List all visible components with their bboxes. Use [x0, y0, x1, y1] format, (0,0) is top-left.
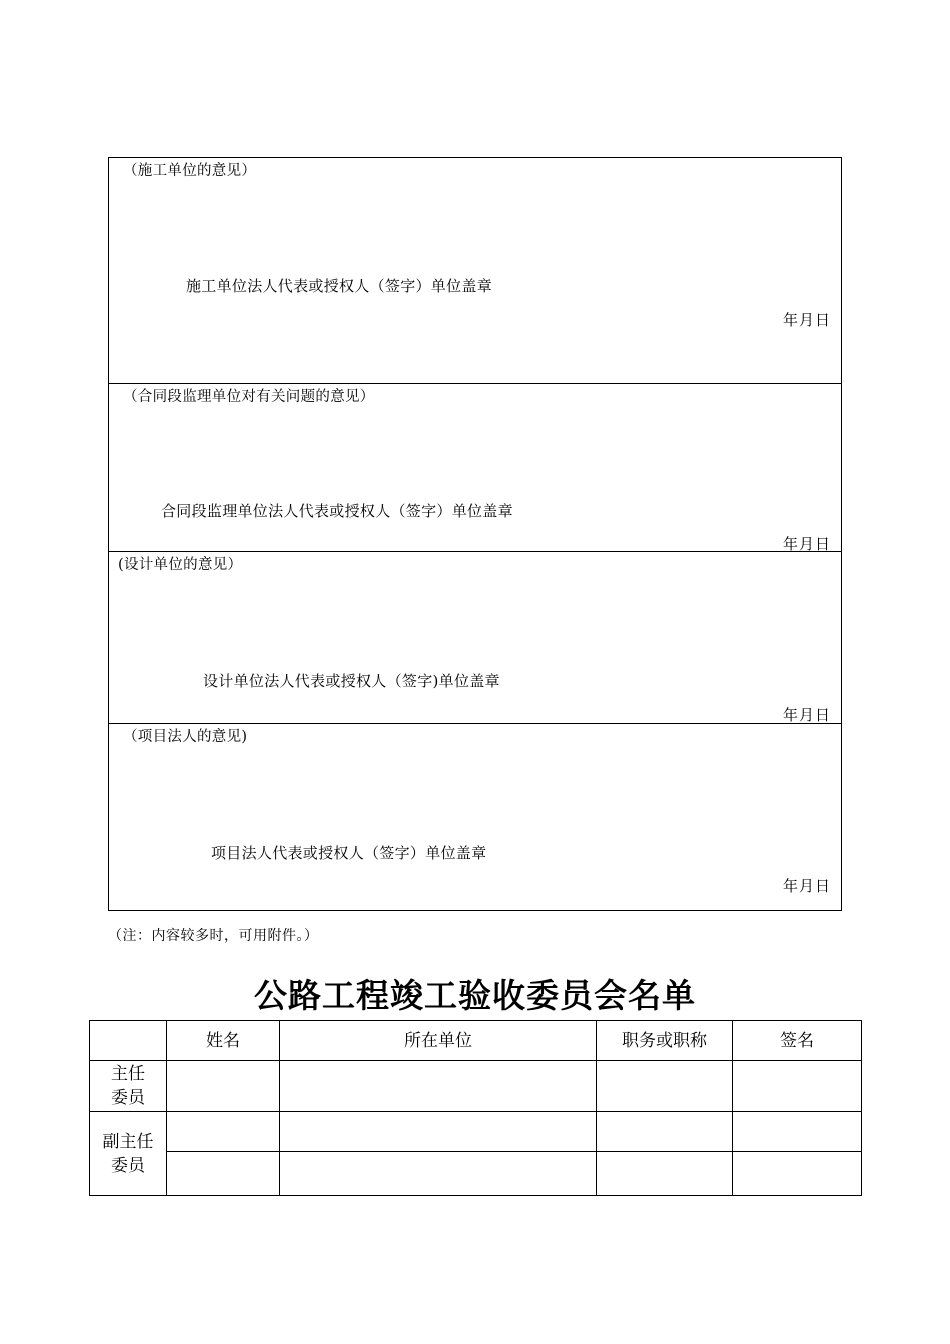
- title-cell[interactable]: [597, 1061, 733, 1112]
- date-line: 年月日: [782, 311, 831, 329]
- header-title: 职务或职称: [597, 1021, 733, 1061]
- header-unit: 所在单位: [280, 1021, 597, 1061]
- header-signature: 签名: [733, 1021, 862, 1061]
- signature-cell[interactable]: [733, 1152, 862, 1196]
- title-cell[interactable]: [597, 1152, 733, 1196]
- signature-line: 设计单位法人代表或授权人（签字)单位盖章: [203, 672, 500, 690]
- opinion-cell-contractor[interactable]: [109, 158, 842, 384]
- name-cell[interactable]: [167, 1152, 280, 1196]
- unit-cell[interactable]: [280, 1112, 597, 1152]
- signature-cell[interactable]: [733, 1112, 862, 1152]
- signature-line: 项目法人代表或授权人（签字）单位盖章: [211, 844, 487, 862]
- date-line: 年月日: [782, 535, 831, 553]
- section-heading: （合同段监理单位对有关问题的意见）: [123, 389, 375, 405]
- opinion-cell-designer[interactable]: [109, 552, 842, 724]
- table-row: [90, 1152, 862, 1196]
- date-line: 年月日: [782, 706, 831, 724]
- page-title: 公路工程竣工验收委员会名单: [254, 976, 696, 1015]
- header-role: [90, 1021, 167, 1061]
- section-heading: （项目法人的意见): [123, 729, 248, 745]
- title-cell[interactable]: [597, 1112, 733, 1152]
- member-table: [89, 1020, 862, 1196]
- table-row: [90, 1061, 862, 1112]
- unit-cell[interactable]: [280, 1152, 597, 1196]
- table-header-row: [90, 1021, 862, 1061]
- role-chair: 主任 委员: [90, 1061, 167, 1112]
- signature-cell[interactable]: [733, 1061, 862, 1112]
- signature-line: 施工单位法人代表或授权人（签字）单位盖章: [186, 277, 493, 295]
- signature-line: 合同段监理单位法人代表或授权人（签字）单位盖章: [161, 502, 513, 520]
- role-vice-chair: 副主任 委员: [90, 1112, 167, 1196]
- date-line: 年月日: [782, 877, 831, 895]
- section-heading: (设计单位的意见）: [118, 557, 243, 573]
- opinion-table: [108, 157, 842, 911]
- name-cell[interactable]: [167, 1061, 280, 1112]
- section-heading: （施工单位的意见）: [123, 163, 257, 179]
- header-name: 姓名: [167, 1021, 280, 1061]
- unit-cell[interactable]: [280, 1061, 597, 1112]
- table-row: [90, 1112, 862, 1152]
- opinion-cell-project-owner[interactable]: [109, 724, 842, 911]
- note: （注：内容较多时，可用附件。）: [108, 928, 319, 944]
- name-cell[interactable]: [167, 1112, 280, 1152]
- opinion-cell-supervisor[interactable]: [109, 384, 842, 552]
